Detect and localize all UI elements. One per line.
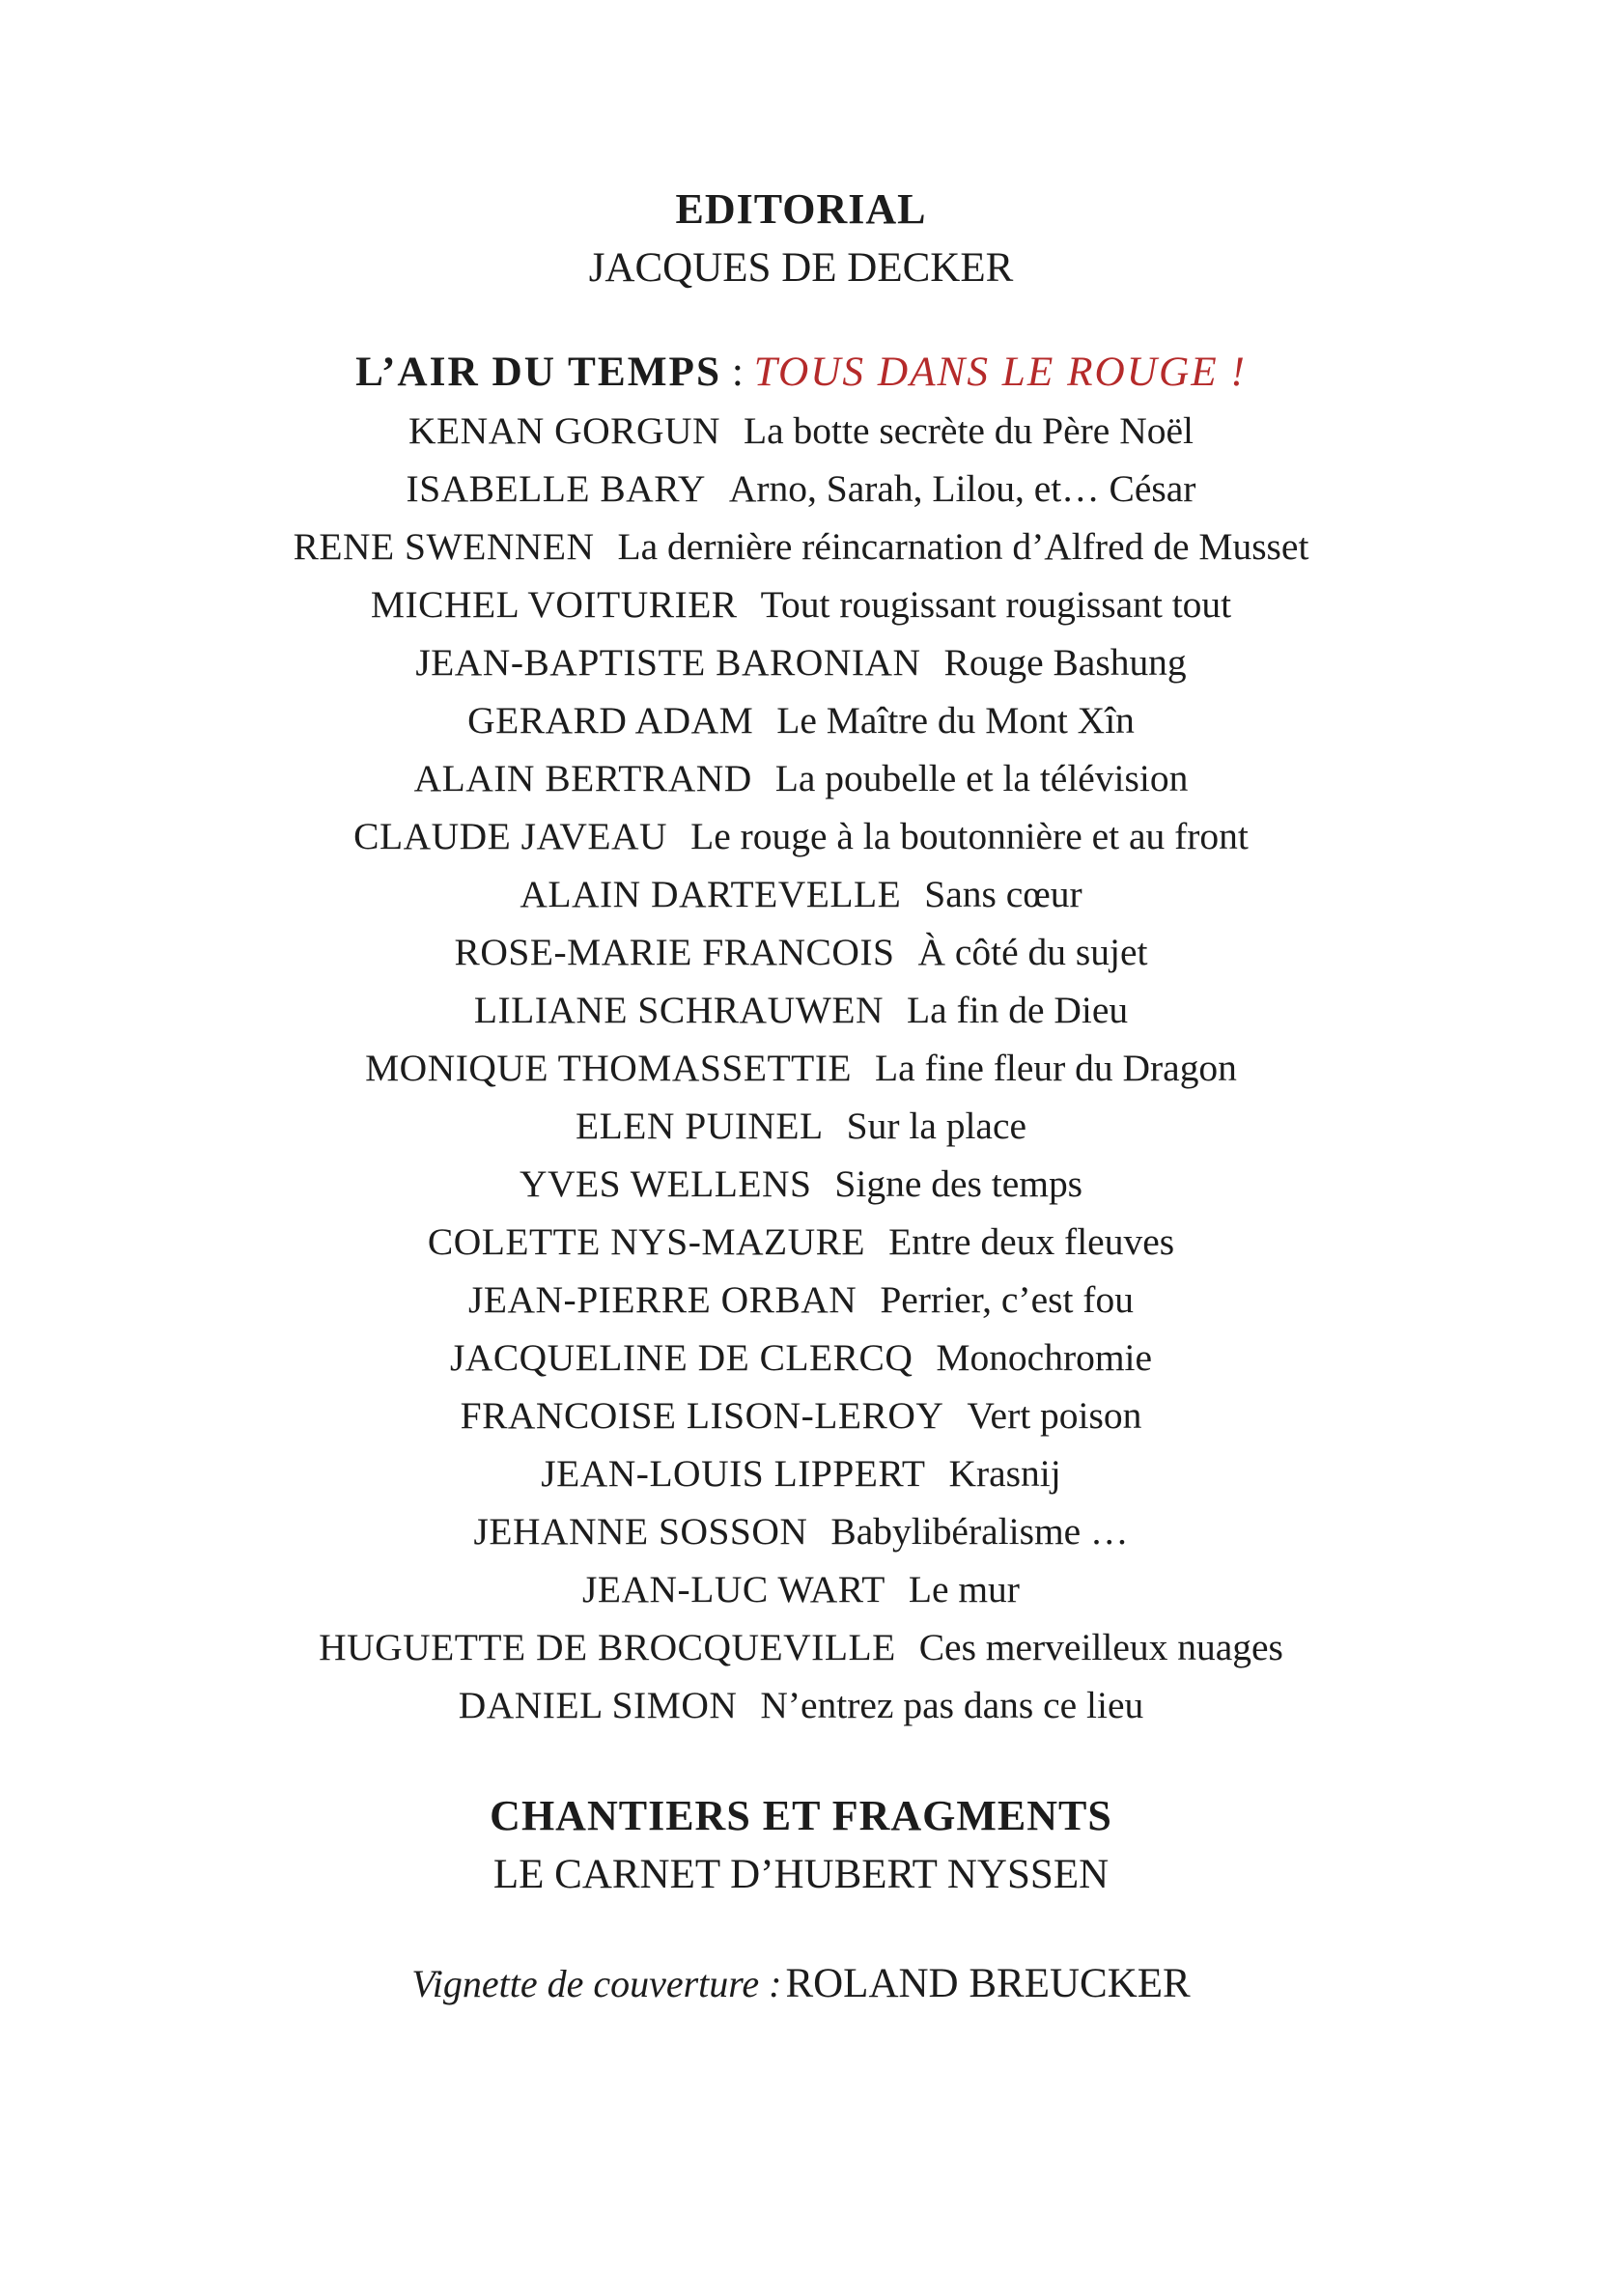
- heading-separator: :: [721, 349, 754, 395]
- contribution-item: [0, 633, 1602, 691]
- editorial-heading: EDITORIAL: [675, 185, 927, 233]
- contribution-title: La poubelle et la télévision: [774, 757, 1189, 799]
- vignette-artist: ROLAND BREUCKER: [785, 1961, 1191, 2006]
- editorial-author: JACQUES DE DECKER: [588, 245, 1014, 291]
- editorial-section: [0, 180, 1602, 297]
- contribution-author: DANIEL SIMON: [458, 1684, 738, 1726]
- contribution-title: Monochromie: [936, 1336, 1153, 1379]
- contribution-title: Le rouge à la boutonnière et au front: [690, 815, 1249, 857]
- contribution-author: JACQUELINE DE CLERCQ: [449, 1336, 913, 1379]
- contribution-author: ALAIN DARTEVELLE: [520, 873, 902, 915]
- contribution-author: MONIQUE THOMASSETTIE: [365, 1047, 852, 1089]
- contributions-list: [0, 402, 1602, 1734]
- contribution-author: FRANCOISE LISON-LEROY: [460, 1394, 944, 1437]
- chantiers-heading: CHANTIERS ET FRAGMENTS: [490, 1792, 1112, 1839]
- contribution-title: Tout rougissant rougissant tout: [760, 583, 1232, 626]
- contribution-item: [0, 1271, 1602, 1329]
- chantiers-section: [0, 1786, 1602, 1904]
- air-du-temps-theme: TOUS DANS LE ROUGE !: [753, 349, 1247, 395]
- contribution-title: Le Maître du Mont Xîn: [776, 699, 1135, 742]
- contribution-title: Signe des temps: [834, 1162, 1083, 1205]
- contribution-item: [0, 1097, 1602, 1155]
- contribution-title: Vert poison: [967, 1394, 1142, 1437]
- contribution-item: [0, 981, 1602, 1039]
- contribution-author: GERARD ADAM: [467, 699, 754, 742]
- contribution-title: Entre deux fleuves: [888, 1220, 1175, 1263]
- contribution-title: La fin de Dieu: [907, 989, 1129, 1031]
- contribution-author: YVES WELLENS: [519, 1162, 812, 1205]
- contribution-title: Le mur: [908, 1568, 1020, 1610]
- contribution-item: [0, 749, 1602, 807]
- contribution-title: Perrier, c’est fou: [880, 1278, 1134, 1321]
- contribution-item: [0, 691, 1602, 749]
- air-du-temps-label: L’AIR DU TEMPS: [355, 349, 722, 395]
- contribution-author: KENAN GORGUN: [408, 409, 721, 452]
- contribution-author: HUGUETTE DE BROCQUEVILLE: [319, 1626, 896, 1668]
- contribution-author: COLETTE NYS-MAZURE: [427, 1220, 866, 1263]
- contribution-item: [0, 1502, 1602, 1560]
- air-du-temps-heading: [0, 342, 1602, 402]
- contribution-author: JEAN-LUC WART: [582, 1568, 885, 1610]
- contribution-item: [0, 1676, 1602, 1734]
- contribution-title: La botte secrète du Père Noël: [744, 409, 1194, 452]
- contribution-author: JEAN-BAPTISTE BARONIAN: [415, 641, 921, 684]
- contribution-title: La fine fleur du Dragon: [874, 1047, 1237, 1089]
- contribution-title: Rouge Bashung: [943, 641, 1187, 684]
- contribution-title: Sans cœur: [924, 873, 1082, 915]
- contribution-title: La dernière réincarnation d’Alfred de Musset: [617, 525, 1309, 568]
- chantiers-subtitle: LE CARNET D’HUBERT NYSSEN: [492, 1852, 1110, 1897]
- contribution-item: [0, 1444, 1602, 1502]
- contribution-item: [0, 402, 1602, 460]
- contribution-item: [0, 518, 1602, 575]
- vignette-label: Vignette de couverture :: [411, 1962, 782, 2005]
- contribution-item: [0, 460, 1602, 518]
- contribution-author: ISABELLE BARY: [406, 467, 706, 510]
- contribution-author: CLAUDE JAVEAU: [353, 815, 668, 857]
- contribution-item: [0, 807, 1602, 865]
- contribution-item: [0, 575, 1602, 633]
- contribution-author: JEAN-LOUIS LIPPERT: [541, 1452, 926, 1495]
- contribution-item: [0, 923, 1602, 981]
- air-du-temps-section: [0, 342, 1602, 1734]
- contribution-title: Babylibéralisme …: [830, 1510, 1129, 1553]
- contribution-item: [0, 1386, 1602, 1444]
- contribution-author: RENE SWENNEN: [293, 525, 595, 568]
- vignette-credit: [0, 1960, 1602, 2007]
- contribution-item: [0, 1618, 1602, 1676]
- contribution-item: [0, 1155, 1602, 1213]
- contribution-author: ELEN PUINEL: [576, 1105, 824, 1147]
- contribution-title: Krasnij: [948, 1452, 1061, 1495]
- contribution-author: ROSE-MARIE FRANCOIS: [454, 931, 895, 973]
- contribution-item: [0, 1329, 1602, 1386]
- contribution-item: [0, 1560, 1602, 1618]
- contribution-title: N’entrez pas dans ce lieu: [760, 1684, 1144, 1726]
- contribution-author: LILIANE SCHRAUWEN: [473, 989, 884, 1031]
- contribution-item: [0, 865, 1602, 923]
- contribution-author: MICHEL VOITURIER: [370, 583, 738, 626]
- contribution-title: Arno, Sarah, Lilou, et… César: [728, 467, 1196, 510]
- contribution-title: À côté du sujet: [917, 931, 1148, 973]
- contribution-item: [0, 1039, 1602, 1097]
- contribution-title: Ces merveilleux nuages: [918, 1626, 1283, 1668]
- contribution-author: JEHANNE SOSSON: [473, 1510, 808, 1553]
- contribution-author: ALAIN BERTRAND: [413, 757, 752, 799]
- contribution-author: JEAN-PIERRE ORBAN: [468, 1278, 857, 1321]
- contribution-item: [0, 1213, 1602, 1271]
- contribution-title: Sur la place: [846, 1105, 1026, 1147]
